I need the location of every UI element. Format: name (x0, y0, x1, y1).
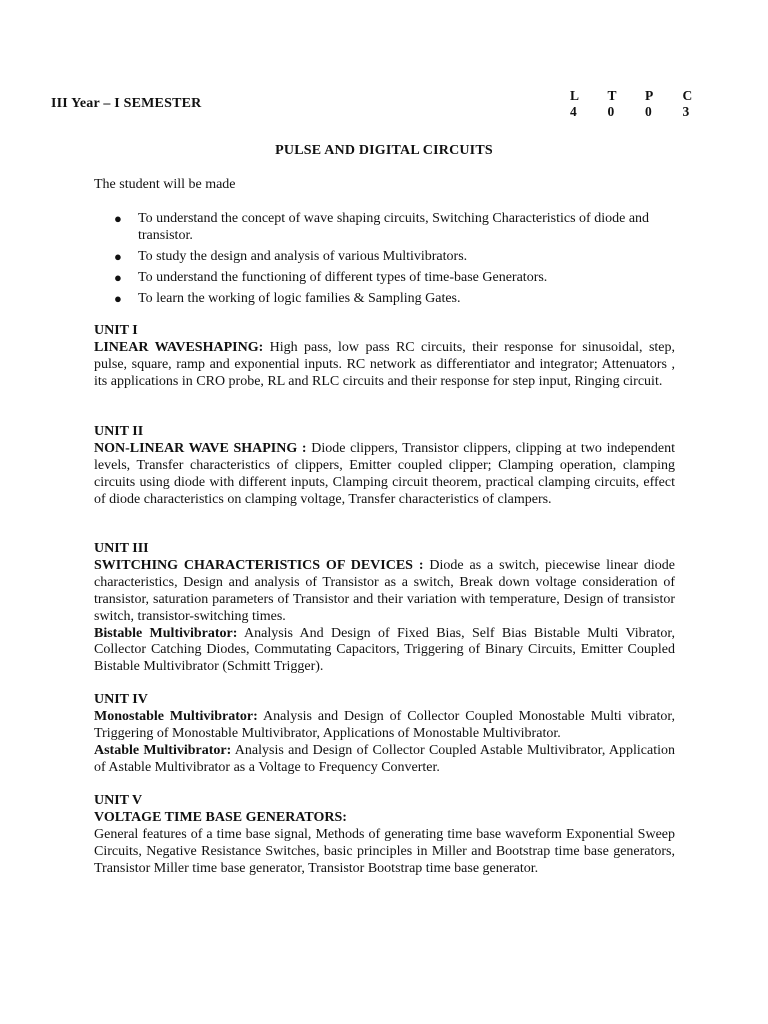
ltpc-label-p: P (645, 88, 654, 103)
bullet-icon: ● (114, 211, 122, 226)
topic-heading: SWITCHING CHARACTERISTICS OF DEVICES : (94, 557, 424, 573)
ltpc-label-l: L (570, 88, 580, 103)
topic-heading: NON-LINEAR WAVE SHAPING : (94, 440, 307, 456)
topic-heading: Astable Multivibrator: (94, 742, 232, 758)
unit-1-section (94, 323, 675, 391)
unit-2-section (94, 424, 675, 509)
topic-text: Analysis and Design of Collector Coupled Monostable Multi vibrator, Triggering of Monostable Multivibrator, Applications of Monostable Multivibrator. (94, 708, 676, 741)
ltpc-value-c: 3 (682, 104, 690, 119)
unit-heading: UNIT III (94, 541, 149, 556)
bullet-icon: ● (114, 270, 122, 285)
topic-heading: Monostable Multivibrator: (94, 708, 258, 724)
unit-3-section (94, 541, 675, 676)
ltpc-table (570, 88, 710, 120)
unit-paragraph (94, 827, 675, 878)
topic-heading: Bistable Multivibrator: (94, 625, 238, 641)
topic-text: High pass, low pass RC circuits, their response for sinusoidal, step, pulse, square, ramp and exponential inputs. RC network as differentiator and integrator; Attenuators , its applications in CRO probe, RL and RLC circuits and their response for step input, Ringing circuit. (94, 339, 675, 389)
ltpc-label-t: T (607, 88, 617, 103)
objectives-list (94, 210, 664, 311)
unit-paragraph (94, 558, 675, 626)
objective-item (94, 290, 664, 307)
objective-item (94, 248, 664, 265)
unit-heading: UNIT I (94, 323, 138, 338)
unit-paragraph (94, 626, 675, 677)
topic-text: Diode as a switch, piecewise linear diode characteristics, Design and analysis of Transistor as a switch, Break down voltage consideration of transistor, saturation parameters of Transistor and their variation with temperature, Design of transistor switch, transistor-switching times. (94, 557, 675, 624)
objective-text: To study the design and analysis of various Multivibrators. (138, 249, 468, 264)
objective-text: To understand the concept of wave shaping circuits, Switching Characteristics of diode and transistor. (138, 211, 650, 243)
objective-item (94, 269, 664, 286)
ltpc-value-t: 0 (607, 104, 615, 119)
objective-text: To understand the functioning of different types of time-base Generators. (138, 270, 548, 285)
unit-4-section (94, 692, 675, 777)
unit-paragraph (94, 810, 675, 827)
semester-label: III Year – I SEMESTER (51, 96, 202, 111)
unit-heading: UNIT V (94, 793, 143, 808)
topic-heading: VOLTAGE TIME BASE GENERATORS: (94, 809, 347, 825)
topic-heading: LINEAR WAVESHAPING: (94, 339, 264, 355)
ltpc-values-row (570, 104, 710, 120)
ltpc-value-l: 4 (570, 104, 577, 119)
unit-heading: UNIT II (94, 424, 144, 439)
bullet-icon: ● (114, 291, 122, 306)
unit-paragraph (94, 340, 675, 391)
objective-text: To learn the working of logic families & Sampling Gates. (138, 291, 461, 306)
topic-text: General features of a time base signal, Methods of generating time base waveform Exponential Sweep Circuits, Negative Resistance Switches, basic principles in Miller and Bootstrap time base generators, Transistor Miller time base generator, Transistor Bootstrap time base generator. (94, 826, 675, 876)
intro-text: The student will be made (94, 177, 236, 192)
unit-paragraph (94, 441, 675, 509)
unit-5-section (94, 793, 675, 878)
unit-heading: UNIT IV (94, 692, 148, 707)
unit-paragraph (94, 709, 675, 743)
ltpc-labels-row (570, 88, 710, 104)
unit-paragraph (94, 743, 675, 777)
ltpc-value-p: 0 (645, 104, 652, 119)
bullet-icon: ● (114, 249, 122, 264)
topic-text: Analysis And Design of Fixed Bias, Self Bias Bistable Multi Vibrator, Collector Catching Diodes, Commutating Capacitors, Triggering of Binary Circuits, Emitter Coupled Bistable Multivibrator (Schmitt Trigger). (94, 625, 675, 675)
topic-text: Analysis and Design of Collector Coupled Astable Multivibrator, Application of Astable Multivibrator as a Voltage to Frequency Converter. (94, 742, 675, 775)
topic-text: Diode clippers, Transistor clippers, clipping at two independent levels, Transfer characteristics of clippers, Emitter coupled clipper; Clamping operation, clamping circuits using diode with different inputs, Clamping circuit theorem, practical clamping circuits, effect of diode characteristics on clamping voltage, Transfer characteristics of clampers. (94, 440, 675, 507)
ltpc-label-c: C (682, 88, 693, 103)
course-title: PULSE AND DIGITAL CIRCUITS (275, 143, 493, 158)
objective-item (94, 210, 664, 244)
